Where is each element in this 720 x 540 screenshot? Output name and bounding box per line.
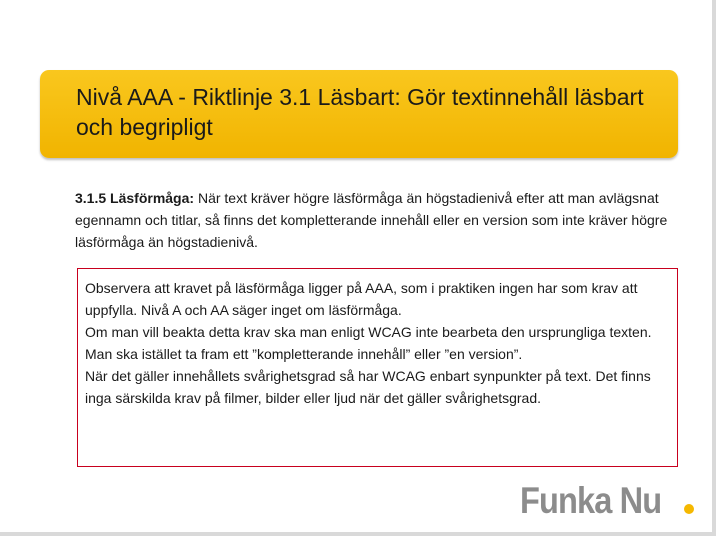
funka-nu-logo <box>520 473 681 523</box>
logo-dot-icon <box>684 504 694 514</box>
note-box <box>77 268 678 467</box>
note-paragraph-3: När det gäller innehållets svårighetsgrad så har WCAG enbart synpunkter på text. Det finns inga särskilda krav på filmer, bilder eller ljud när det gäller svårighetsgrad. <box>85 368 651 406</box>
title-banner <box>40 70 678 158</box>
slide-title: Nivå AAA - Riktlinje 3.1 Läsbart: Gör textinnehåll läsbart och begripligt <box>76 84 644 140</box>
criterion-lead: 3.1.5 Läsförmåga: <box>75 190 195 206</box>
logo-text: Funka Nu <box>520 480 662 521</box>
note-paragraph-2: Om man vill beakta detta krav ska man enligt WCAG inte bearbeta den ursprungliga texten. Man ska istället ta fram ett ”kompletterande innehåll” eller ”en version”. <box>85 324 652 362</box>
criterion-description: När text kräver högre läsförmåga än högstadienivå efter att man avlägsnat egennamn och titlar, så finns det kompletterande innehåll eller en version som inte kräver högre läsförmåga än högstadienivå. <box>75 190 668 250</box>
criterion-text <box>75 187 675 253</box>
note-paragraph-1: Observera att kravet på läsförmåga ligger på AAA, som i praktiken ingen har som krav att uppfylla. Nivå A och AA säger inget om läsförmåga. <box>85 280 638 318</box>
